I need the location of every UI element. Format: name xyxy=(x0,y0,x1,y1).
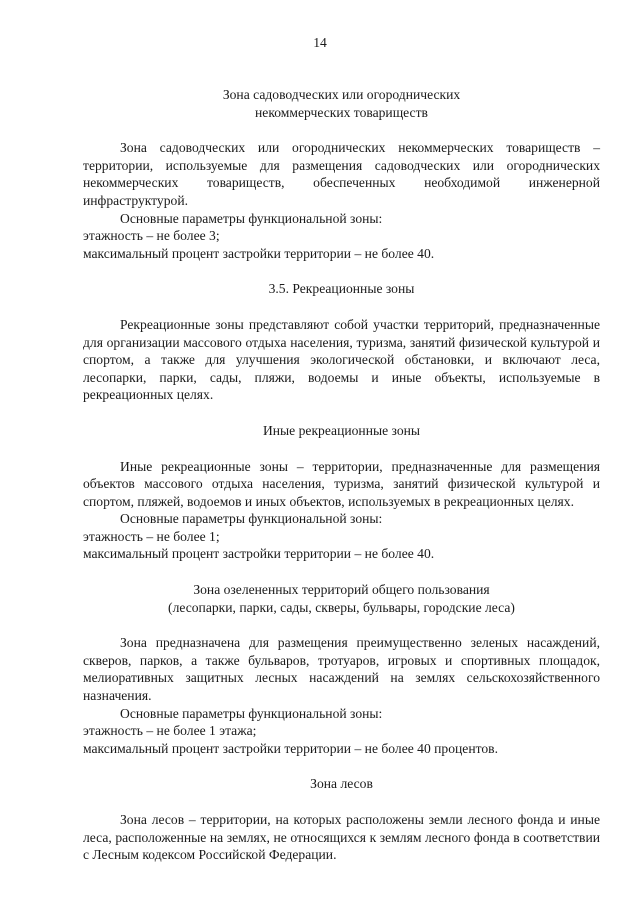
params-title-green: Основные параметры функциональной зоны: xyxy=(120,705,383,721)
param-coverage-gardening: максимальный процент застройки территории – не более 40. xyxy=(83,245,435,261)
paragraph-recreation: Рекреационные зоны представляют собой участки территорий, предназначенные для организации массового отдыха населения, туризма, занятий физической культурой и спортом, а также для улучшения экологической обстановки, и включают леса, лесопарки, парки, сады, пляжи, водоемы и иные объекты, используемые в рекреационных целях. xyxy=(83,316,600,403)
section-heading-green-line1: Зона озелененных территорий общего пользования xyxy=(193,582,490,598)
page-content xyxy=(83,86,600,864)
section-heading-forest: Зона лесов xyxy=(310,776,373,792)
param-storeys-other-recreation: этажность – не более 1; xyxy=(83,528,220,544)
paragraph-gardening: Зона садоводческих или огороднических некоммерческих товариществ – территории, используемые для размещения садоводческих или огороднических некоммерческих товариществ, обеспеченных необходимой инженерной инфраструктурой. xyxy=(83,140,600,208)
paragraph-forest: Зона лесов – территории, на которых расположены земли лесного фонда и иные леса, расположенные на землях, не относящихся к землям лесного фонда в соответствии с Лесным кодексом Российской Федерации. xyxy=(83,812,600,863)
page-number: 14 xyxy=(313,35,327,50)
section-heading-gardening-line2: некоммерческих товариществ xyxy=(255,104,428,120)
params-title-gardening: Основные параметры функциональной зоны: xyxy=(120,210,383,226)
params-title-other-recreation: Основные параметры функциональной зоны: xyxy=(120,511,383,527)
param-storeys-gardening: этажность – не более 3; xyxy=(83,228,220,244)
param-coverage-other-recreation: максимальный процент застройки территории – не более 40. xyxy=(83,546,435,562)
paragraph-other-recreation: Иные рекреационные зоны – территории, предназначенные для размещения объектов массового отдыха населения, туризма, занятий физической культурой и спортом, пляжей, водоемов и иных объектов, используемых в рекреационных целях. xyxy=(83,458,600,509)
section-heading-green-line2: (лесопарки, парки, сады, скверы, бульвары, городские леса) xyxy=(168,599,515,615)
paragraph-green: Зона предназначена для размещения преимущественно зеленых насаждений, скверов, парков, а также бульваров, тротуаров, игровых и спортивных площадок, мелиоративных защитных лесных насаждений на землях сельскохозяйственного назначения. xyxy=(83,635,600,704)
section-heading-other-recreation: Иные рекреационные зоны xyxy=(262,422,421,438)
param-coverage-green: максимальный процент застройки территории – не более 40 процентов. xyxy=(83,740,498,756)
param-storeys-green: этажность – не более 1 этажа; xyxy=(83,723,257,739)
section-heading-gardening-line1: Зона садоводческих или огороднических xyxy=(222,87,461,102)
section-heading-recreation: 3.5. Рекреационные зоны xyxy=(268,281,415,297)
